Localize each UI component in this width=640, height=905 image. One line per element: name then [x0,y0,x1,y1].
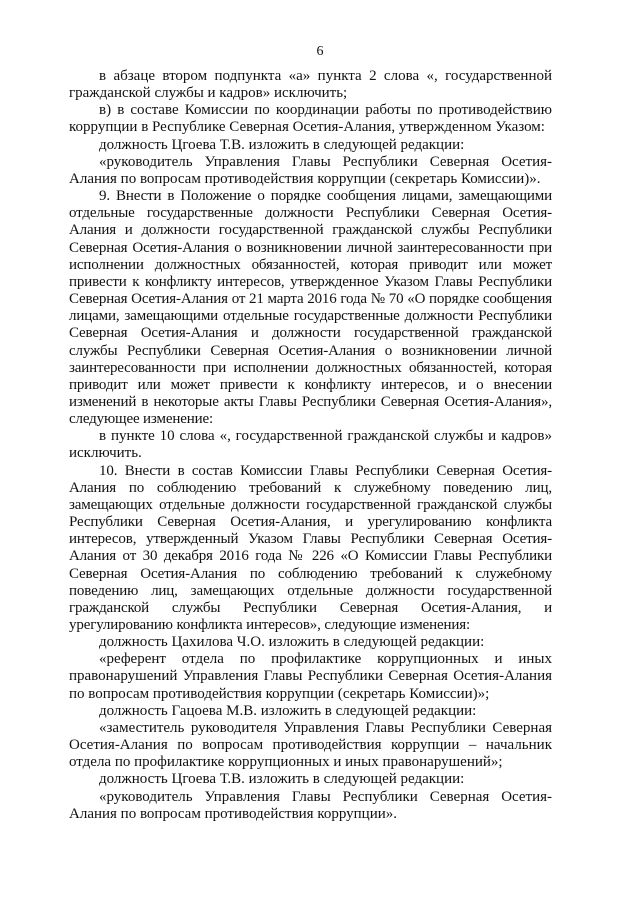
paragraph-2: в) в составе Комиссии по координации работы по противодействию коррупции в Республике Северная Осетия-Алания, утвержденном Указом: [69,102,552,136]
paragraph-7: 10. Внести в состав Комиссии Главы Республики Северная Осетия-Алания по соблюдению требований к служебному поведению лиц, замещающих отдельные должности государственной гражданской службы Республики Северная Осетия-Алания, и урегулированию конфликта интересов, утвержденный Указом Главы Республики Северная Осетия-Алания от 30 декабря 2016 года № 226 «О Комиссии Главы Республики Северная Осетия-Алания по соблюдению требований к служебному поведению лиц, замещающих отдельные должности государственной гражданской службы Республики Северная Осетия-Алания, и урегулированию конфликта интересов», следующие изменения: [69,462,552,633]
paragraph-12: должность Цгоева Т.В. изложить в следующей редакции: [99,771,465,788]
page-number: 6 [316,44,324,59]
paragraph-6: в пункте 10 слова «, государственной гражданской службы и кадров» исключить. [69,428,552,462]
paragraph-5: 9. Внести в Положение о порядке сообщения лицами, замещающими отдельные государственные должности Республики Северная Осетия-Алания и должности государственной гражданской службы Республики Северная Осетия-Алания о возникновении личной заинтересованности при исполнении должностных обязанностей, которая приводит или может привести к конфликту интересов, утвержденное Указом Главы Республики Северная Осетия-Алания от 21 марта 2016 года № 70 «О порядке сообщения лицами, замещающими отдельные государственные должности Республики Северная Осетия-Алания и должности государственной гражданской службы Республики Северная Осетия-Алания о возникновении личной заинтересованности при исполнении должностных обязанностей, которая приводит или может привести к конфликту интересов, и о внесении изменений в некоторые акты Главы Республики Северная Осетия-Алания», следующее изменение: [69,188,552,428]
paragraph-1: в абзаце втором подпункта «а» пункта 2 слова «, государственной гражданской службы и кадров» исключить; [69,68,552,102]
paragraph-8: должность Цахилова Ч.О. изложить в следующей редакции: [99,634,485,651]
paragraph-4: «руководитель Управления Главы Республики Северная Осетия-Алания по вопросам противодействия коррупции (секретарь Комиссии)». [69,153,552,187]
paragraph-9: «референт отдела по профилактике коррупционных и иных правонарушений Управления Главы Республики Северная Осетия-Алания по вопросам противодействия коррупции (секретарь Комиссии)»; [69,651,552,702]
paragraph-11: «заместитель руководителя Управления Главы Республики Северная Осетия-Алания по вопросам противодействия коррупции – начальник отдела по профилактике коррупционных и иных правонарушений»; [69,719,552,771]
paragraph-3: должность Цгоева Т.В. изложить в следующей редакции: [99,136,465,153]
paragraph-10: должность Гацоева М.В. изложить в следующей редакции: [99,702,477,719]
paragraph-13: «руководитель Управления Главы Республики Северная Осетия-Алания по вопросам противодействия коррупции». [69,788,552,822]
document-body [69,68,552,823]
